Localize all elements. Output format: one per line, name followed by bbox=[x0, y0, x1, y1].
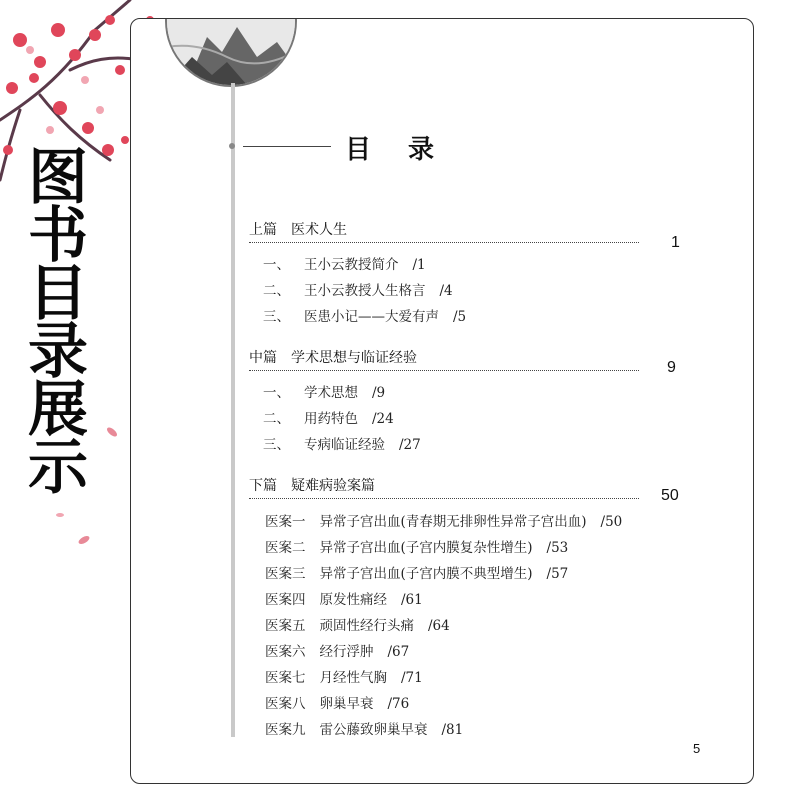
toc-entry-number: 一、 bbox=[263, 257, 290, 273]
toc-entry-title: 专病临证经验 bbox=[304, 437, 385, 453]
toc-entry-title: 医患小记——大爱有声 bbox=[304, 309, 439, 325]
toc-entry-number: 医案三 bbox=[265, 566, 306, 582]
toc-entry[interactable] bbox=[265, 510, 622, 530]
toc-entry[interactable] bbox=[263, 433, 421, 453]
promo-title-char: 录 bbox=[28, 317, 88, 387]
toc-entry-title: 原发性痛经 bbox=[319, 592, 387, 608]
toc-entry[interactable] bbox=[265, 614, 450, 634]
toc-entry-number: 医案四 bbox=[265, 592, 306, 608]
toc-part-head bbox=[249, 347, 639, 371]
toc-part[interactable] bbox=[249, 347, 639, 371]
vertical-rule bbox=[231, 83, 235, 737]
toc-part[interactable] bbox=[249, 475, 639, 499]
toc-heading: 目 录 bbox=[345, 135, 449, 165]
toc-entry-page: /71 bbox=[401, 670, 423, 686]
toc-part-title: 疑难病验案篇 bbox=[291, 478, 375, 494]
toc-entry[interactable] bbox=[265, 640, 409, 660]
promo-title bbox=[22, 143, 94, 503]
toc-entry[interactable] bbox=[265, 536, 568, 556]
landscape-image bbox=[167, 18, 295, 85]
toc-entry[interactable] bbox=[263, 305, 466, 325]
toc-entry-title: 顽固性经行头痛 bbox=[319, 618, 414, 634]
toc-entry-title: 用药特色 bbox=[304, 411, 358, 427]
toc-entry[interactable] bbox=[265, 692, 409, 712]
toc-part-label: 中篇 bbox=[249, 350, 277, 366]
toc-entry-number: 二、 bbox=[263, 411, 290, 427]
toc-entry-title: 卵巢早衰 bbox=[319, 696, 374, 712]
toc-entry-title: 学术思想 bbox=[304, 385, 358, 401]
toc-entry-page: /64 bbox=[428, 618, 450, 634]
toc-entry[interactable] bbox=[265, 562, 568, 582]
toc-entry-page: /9 bbox=[372, 385, 386, 401]
toc-entry-title: 异常子宫出血(青春期无排卵性异常子宫出血) bbox=[319, 514, 587, 530]
promo-title-char: 目 bbox=[28, 259, 88, 329]
toc-entry-page: /4 bbox=[439, 283, 453, 299]
toc-entry-page: /61 bbox=[401, 592, 423, 608]
toc-entry-page: /5 bbox=[453, 309, 467, 325]
promo-title-char: 图 bbox=[28, 143, 88, 213]
toc-part-head bbox=[249, 219, 639, 243]
toc-entry[interactable] bbox=[263, 279, 453, 299]
toc-part-page: 9 bbox=[667, 359, 676, 376]
toc-part[interactable] bbox=[249, 219, 639, 243]
heading-rule bbox=[243, 146, 331, 147]
toc-entry[interactable] bbox=[265, 588, 423, 608]
toc-entry-page: /81 bbox=[441, 722, 464, 738]
toc-part-title: 医术人生 bbox=[291, 222, 347, 238]
toc-entry-number: 医案六 bbox=[265, 644, 306, 660]
toc-part-label: 下篇 bbox=[249, 478, 277, 494]
landscape-emblem bbox=[165, 18, 297, 87]
toc-part-title: 学术思想与临证经验 bbox=[291, 350, 417, 366]
toc-entry-number: 二、 bbox=[263, 283, 290, 299]
toc-entry[interactable] bbox=[263, 253, 426, 273]
toc-entry-page: /24 bbox=[372, 411, 394, 427]
toc-part-page: 1 bbox=[671, 234, 680, 251]
toc-entry-title: 经行浮肿 bbox=[319, 644, 374, 660]
toc-entry[interactable] bbox=[263, 407, 394, 427]
toc-entry[interactable] bbox=[265, 718, 463, 738]
toc-entry-number: 医案九 bbox=[265, 722, 306, 738]
toc-part-head bbox=[249, 475, 639, 499]
toc-entry-number: 医案二 bbox=[265, 540, 306, 556]
toc-entry-number: 医案八 bbox=[265, 696, 306, 712]
toc-entry-number: 医案七 bbox=[265, 670, 306, 686]
toc-entry-page: /67 bbox=[387, 644, 410, 660]
promo-title-char: 书 bbox=[28, 201, 88, 271]
toc-entry-number: 三、 bbox=[263, 437, 290, 453]
toc-entry-number: 医案五 bbox=[265, 618, 306, 634]
promo-title-char: 示 bbox=[28, 433, 88, 503]
toc-entry-title: 雷公藤致卵巢早衰 bbox=[319, 722, 428, 738]
toc-entry-page: /27 bbox=[399, 437, 421, 453]
toc-entry-title: 月经性气胸 bbox=[319, 670, 387, 686]
toc-part-page: 50 bbox=[661, 487, 679, 504]
toc-part-label: 上篇 bbox=[249, 222, 277, 238]
toc-entry-page: /57 bbox=[546, 566, 569, 582]
toc-entry-number: 一、 bbox=[263, 385, 290, 401]
promo-title-char: 展 bbox=[28, 375, 88, 445]
toc-entry[interactable] bbox=[265, 666, 423, 686]
toc-page bbox=[130, 18, 754, 784]
toc-entry-title: 异常子宫出血(子宫内膜复杂性增生) bbox=[319, 540, 533, 556]
page-number: 5 bbox=[693, 741, 701, 756]
rule-dot bbox=[229, 143, 235, 149]
toc-entry-title: 王小云教授人生格言 bbox=[304, 283, 426, 299]
toc-entry-page: /76 bbox=[387, 696, 410, 712]
toc-entry-title: 异常子宫出血(子宫内膜不典型增生) bbox=[319, 566, 533, 582]
toc-entry-page: /1 bbox=[412, 257, 426, 273]
toc-entry-title: 王小云教授简介 bbox=[304, 257, 399, 273]
toc-entry-page: /50 bbox=[600, 514, 623, 530]
toc-entry-number: 医案一 bbox=[265, 514, 306, 530]
toc-entry-number: 三、 bbox=[263, 309, 290, 325]
toc-entry[interactable] bbox=[263, 381, 385, 401]
toc-entry-page: /53 bbox=[546, 540, 569, 556]
